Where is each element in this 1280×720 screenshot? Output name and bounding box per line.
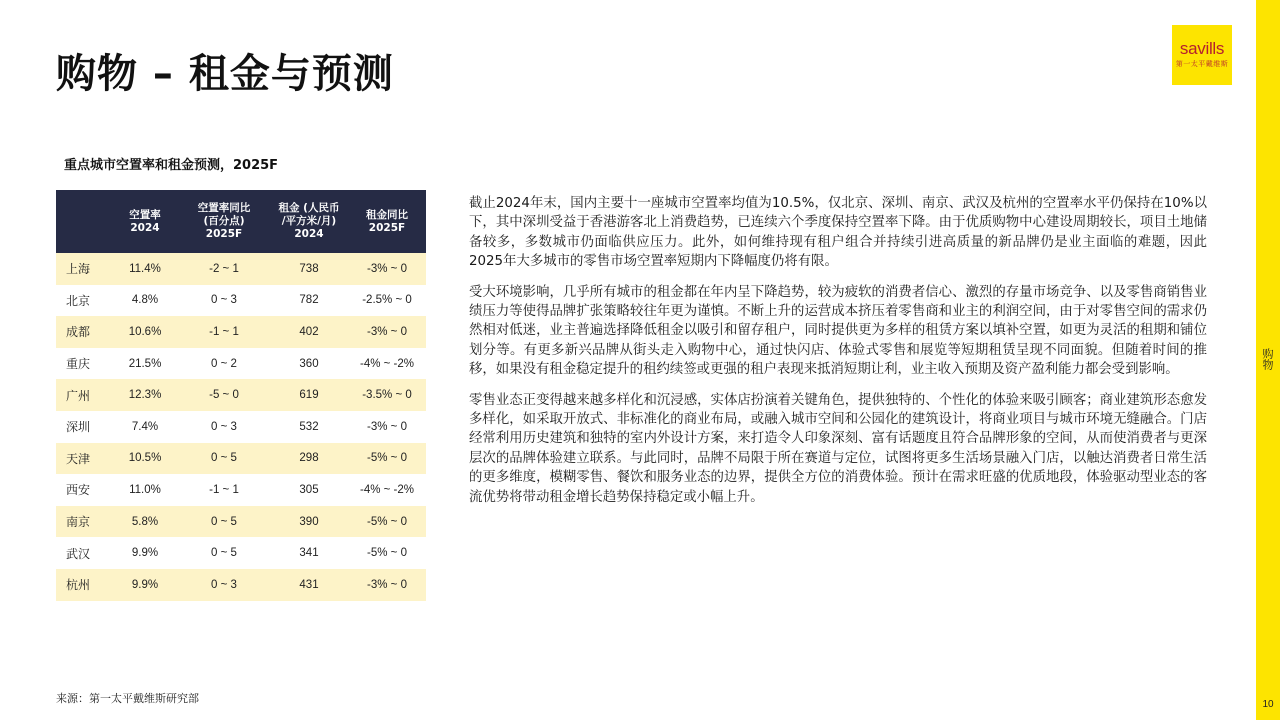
table-row: [56, 506, 426, 538]
cell-rent-change: -3% ~ 0: [367, 578, 407, 591]
table-row: [56, 569, 426, 601]
logo-wordmark: savills: [1179, 39, 1225, 58]
cell-city: 南京: [66, 515, 91, 530]
cell-rent: 390: [299, 515, 319, 528]
cell-city: 深圳: [66, 420, 91, 435]
cell-rent: 341: [299, 547, 319, 560]
forecast-table: [56, 190, 426, 601]
cell-vacancy-change: -5 ~ 0: [209, 389, 239, 402]
cell-rent: 431: [299, 578, 319, 591]
table-row: [56, 474, 426, 506]
cell-rent-change: -3% ~ 0: [367, 262, 407, 275]
table-row: [56, 379, 426, 411]
header-vacancy: 空置率 2024: [129, 208, 161, 234]
table-row: [56, 443, 426, 475]
cell-vacancy: 10.6%: [128, 325, 162, 338]
cell-vacancy: 4.8%: [131, 294, 159, 307]
cell-rent: 532: [299, 420, 319, 433]
page-title: 购物 – 租金与预测: [56, 51, 394, 97]
cell-rent-change: -3% ~ 0: [367, 420, 407, 433]
cell-vacancy: 21.5%: [128, 357, 162, 370]
cell-rent-change: -4% ~ -2%: [359, 357, 414, 370]
cell-rent-change: -4% ~ -2%: [359, 483, 414, 496]
table-row: [56, 316, 426, 348]
cell-vacancy: 9.9%: [131, 547, 159, 560]
cell-vacancy-change: -2 ~ 1: [209, 262, 239, 275]
cell-vacancy-change: 0 ~ 5: [211, 515, 237, 528]
cell-vacancy-change: 0 ~ 3: [211, 420, 237, 433]
cell-vacancy: 12.3%: [128, 389, 162, 402]
table-header-row: [56, 190, 426, 253]
table-row: [56, 537, 426, 569]
table-body: [56, 253, 426, 601]
cell-vacancy-change: 0 ~ 3: [211, 294, 237, 307]
table-row: [56, 285, 426, 317]
cell-city: 广州: [66, 388, 91, 403]
header-rent: 租金 (人民币 /平方米/月) 2024: [278, 202, 340, 240]
cell-vacancy-change: -1 ~ 1: [209, 483, 239, 496]
cell-city: 北京: [66, 293, 91, 308]
cell-rent: 360: [299, 357, 319, 370]
cell-rent-change: -5% ~ 0: [367, 452, 407, 465]
header-vacancy-change: 空置率同比 (百分点) 2025F: [197, 202, 251, 240]
cell-vacancy: 11.0%: [129, 483, 161, 496]
cell-vacancy: 9.9%: [131, 578, 159, 591]
table-row: [56, 348, 426, 380]
cell-rent-change: -5% ~ 0: [367, 515, 407, 528]
cell-vacancy-change: -1 ~ 1: [209, 325, 239, 338]
cell-vacancy-change: 0 ~ 5: [211, 547, 237, 560]
table-title: 重点城市空置率和租金预测，2025F: [64, 158, 279, 173]
cell-rent: 738: [299, 262, 319, 275]
logo-subtitle: 第一太平戴维斯: [1175, 60, 1229, 68]
section-label: 购物: [1261, 348, 1274, 370]
cell-rent-change: -3.5% ~ 0: [362, 389, 412, 402]
cell-vacancy: 11.4%: [129, 262, 161, 275]
cell-rent: 782: [299, 294, 319, 307]
cell-rent: 305: [299, 483, 319, 496]
cell-rent: 402: [299, 325, 319, 338]
cell-rent: 298: [299, 452, 319, 465]
cell-city: 杭州: [66, 578, 91, 593]
cell-vacancy: 5.8%: [131, 515, 159, 528]
cell-rent-change: -2.5% ~ 0: [362, 294, 412, 307]
body-text: [469, 194, 1207, 518]
table-row: [56, 253, 426, 285]
savills-logo: [1172, 25, 1232, 85]
cell-city: 成都: [66, 325, 91, 340]
table-row: [56, 411, 426, 443]
cell-rent-change: -5% ~ 0: [367, 547, 407, 560]
header-city: [56, 190, 112, 253]
cell-city: 西安: [66, 483, 91, 498]
cell-vacancy-change: 0 ~ 2: [211, 357, 237, 370]
paragraph-3: 零售业态正变得越来越多样化和沉浸感，实体店扮演着关键角色，提供独特的、个性化的体验来吸引顾客；商业建筑形态愈发多样化，如采取开放式、非标准化的商业布局，或融入城市空间和公园化的建筑设计，将商业项目与城市环境无缝融合。门店经常利用历史建筑和独特的室内外设计方案，来打造令人印象深刻、富有话题度且符合品牌形象的空间，从而使消费者与更深层次的品牌体验建立联系。与此同时，品牌不局限于所在赛道与定位，试图将更多生活场景融入门店，以触达消费者日常生活的更多维度，模糊零售、餐饮和服务业态的边界，提供全方位的消费体验。预计在需求旺盛的优质地段，体验驱动型业态的客流优势将带动租金增长趋势保持稳定或小幅上升。: [469, 392, 1207, 505]
paragraph-2: 受大环境影响，几乎所有城市的租金都在年内呈下降趋势，较为疲软的消费者信心、激烈的存量市场竞争、以及零售商销售业绩压力等使得品牌扩张策略较往年更为谨慎。不断上升的运营成本挤压着零售商和业主的利润空间，由于对零售空间的需求仍然相对低迷，业主普遍选择降低租金以吸引和留存租户，同时提供更为多样的租赁方案以填补空置，如更为灵活的租期和铺位划分等。有更多新兴品牌从街头走入购物中心，通过快闪店、体验式零售和展览等短期租赁呈现不同面貌。但随着时间的推移，如果没有租金稳定提升的租约续签或更强的租户表现来抵消短期让利，业主收入预期及资产盈利能力都会受到影响。: [469, 284, 1207, 378]
cell-vacancy-change: 0 ~ 3: [211, 578, 237, 591]
cell-city: 天津: [66, 451, 91, 466]
header-rent-change: 租金同比 2025F: [366, 208, 408, 234]
cell-city: 武汉: [66, 546, 91, 561]
cell-rent: 619: [299, 389, 319, 402]
cell-rent-change: -3% ~ 0: [367, 325, 407, 338]
cell-vacancy-change: 0 ~ 5: [211, 452, 237, 465]
source-note: 来源：第一太平戴维斯研究部: [56, 692, 199, 705]
cell-city: 重庆: [66, 357, 91, 372]
cell-city: 上海: [66, 262, 91, 277]
paragraph-1: 截止2024年末，国内主要十一座城市空置率均值为10.5%，仅北京、深圳、南京、武汉及杭州的空置率水平仍保持在10%以下，其中深圳受益于香港游客北上消费趋势，已连续六个季度保持空置率下降。由于优质购物中心建设周期较长，项目土地储备较多，多数城市仍面临供应压力。此外，如何维持现有租户组合并持续引进高质量的新品牌仍是业主面临的难题，因此2025年大多城市的零售市场空置率短期内下降幅度仍将有限。: [469, 196, 1207, 270]
page-number: 10: [1262, 699, 1274, 710]
cell-vacancy: 7.4%: [131, 420, 159, 433]
cell-vacancy: 10.5%: [128, 452, 162, 465]
